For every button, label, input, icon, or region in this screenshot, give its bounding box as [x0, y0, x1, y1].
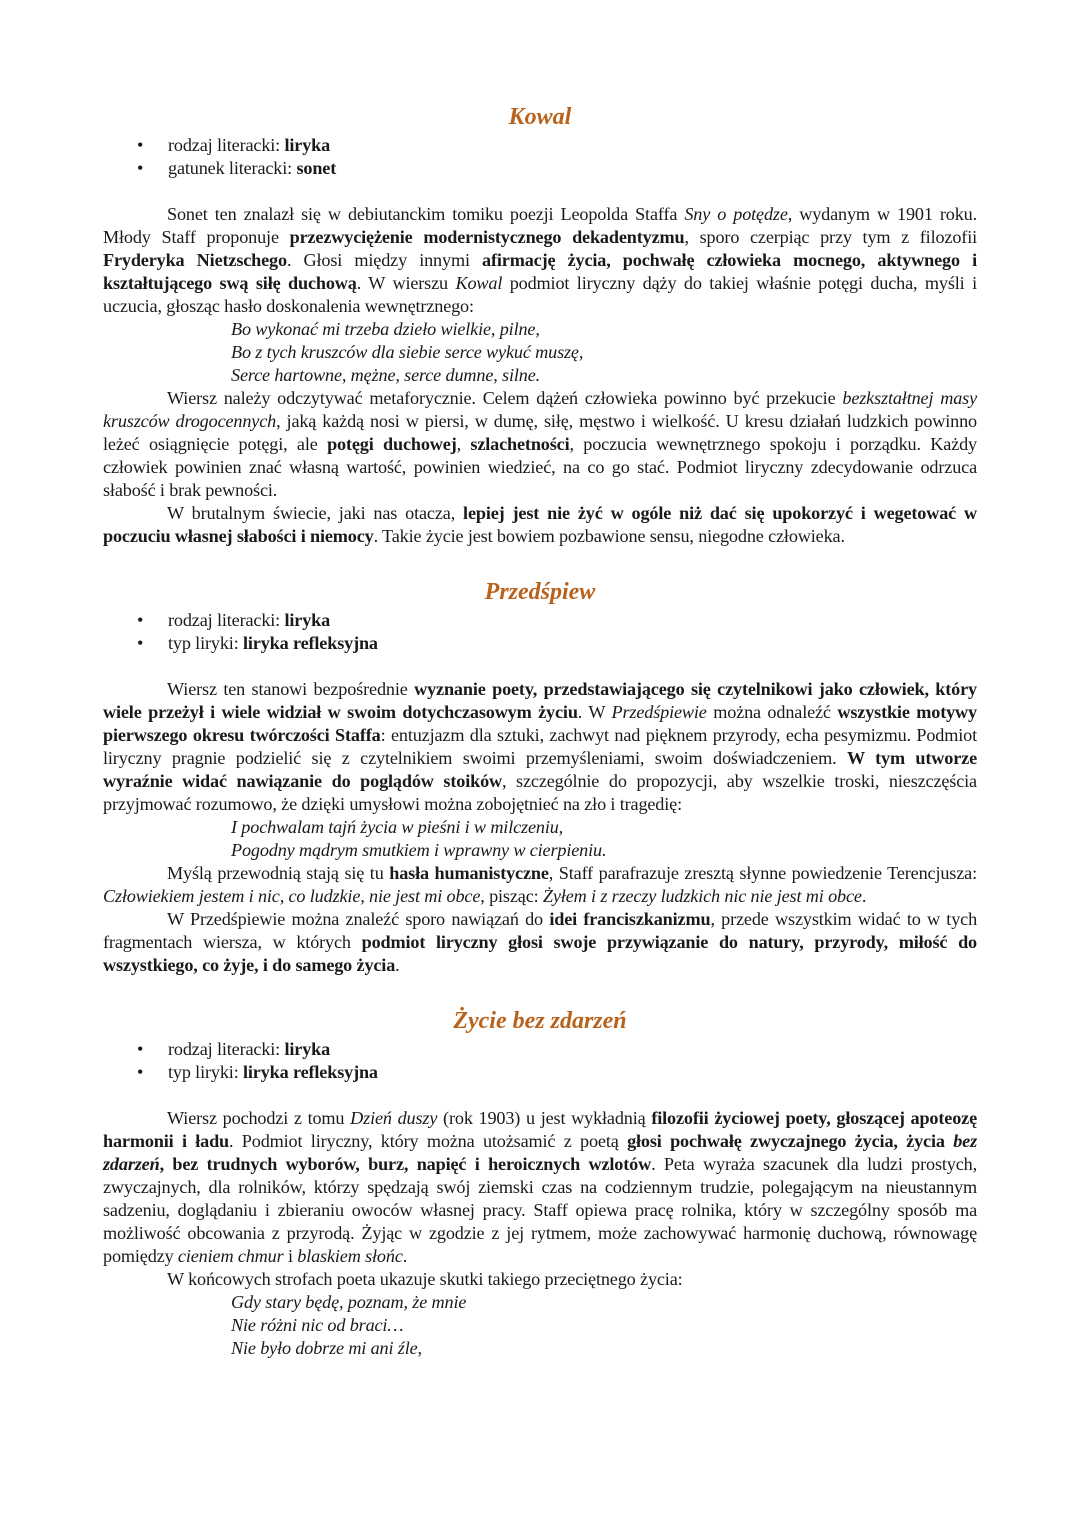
text-run: (rok 1903) u jest wykładnią	[437, 1108, 652, 1128]
text-run: Wiersz należy odczytywać metaforycznie. Celem dążeń człowieka powinno być przekucie	[167, 388, 843, 408]
spacer	[103, 977, 977, 1004]
bullet-icon: •	[137, 1062, 144, 1082]
paragraph	[103, 387, 977, 502]
text-run: , sporo czerpiąc przy tym z filozofii	[684, 227, 977, 247]
text-run: , pisząc:	[480, 886, 543, 906]
italic-run: blaskiem słońc	[297, 1246, 403, 1266]
text-run: .	[402, 1246, 408, 1266]
spacer	[103, 1084, 977, 1107]
verse-line: Pogodny mądrym smutkiem i wprawny w cierpieniu.	[231, 840, 607, 860]
section-kowal	[103, 100, 977, 548]
section-zycie-bez-zdarzen	[103, 1004, 977, 1360]
meta-value: liryka	[284, 1039, 331, 1059]
section-title: Przedśpiew	[484, 579, 596, 605]
bold-run: afirmację życia, pochwałę człowieka mocnego, aktywnego i kształtującego swą siłę duchową	[103, 250, 977, 293]
bold-run: W tym utworze wyraźnie widać nawiązanie do poglądów stoików	[103, 748, 977, 791]
paragraph	[103, 1107, 977, 1268]
meta-value: sonet	[296, 158, 337, 178]
italic-run: Dzień duszy	[350, 1108, 438, 1128]
meta-value: liryka refleksyjna	[243, 1062, 378, 1082]
text-run: .	[861, 886, 867, 906]
text-run: , poczucia wewnętrznego spokoju i porządku. Każdy człowiek powinien znać własną wartość, powinien wiedzieć, na co go stać. Podmiot liryczny zdecydowanie odrzuca słabość i brak pewności.	[103, 434, 977, 500]
meta-label: rodzaj literacki:	[168, 610, 285, 630]
italic-run: Żyłem i z rzeczy ludzkich nic nie jest mi obce	[542, 886, 862, 906]
meta-label: typ liryki:	[168, 1062, 243, 1082]
meta-list	[103, 134, 977, 180]
italic-run: bezkształtnej masy kruszców drogocennych	[103, 388, 978, 431]
text-run: .	[395, 955, 400, 975]
bold-run: głosi pochwałę zwyczajnego życia, życia	[627, 1131, 954, 1151]
italic-run: Przedśpiewie	[611, 702, 707, 722]
meta-item	[103, 1038, 977, 1061]
italic-run: cieniem chmur	[177, 1246, 284, 1266]
bold-run: Fryderyka Nietzschego	[103, 250, 287, 270]
bold-run: przezwyciężenie modernistycznego dekadentyzmu	[289, 227, 685, 247]
section-body	[103, 678, 977, 977]
verse-quote	[103, 318, 977, 387]
text-run: Wiersz ten stanowi bezpośrednie	[167, 679, 415, 699]
verse-line: Bo wykonać mi trzeba dzieło wielkie, pilne,	[231, 319, 540, 339]
text-run: Wiersz pochodzi z tomu	[167, 1108, 351, 1128]
verse-line: Gdy stary będę, poznam, że mnie	[231, 1292, 467, 1312]
meta-label: typ liryki:	[168, 633, 243, 653]
paragraph	[103, 203, 977, 318]
text-run: . Głosi między innymi	[286, 250, 483, 270]
section-title: Życie bez zdarzeń	[453, 1008, 627, 1034]
bold-run: wyznanie poety, przedstawiającego się czytelnikowi jako człowiek, który wiele przeżył i wiele widział w swoim dotychczasowym życiu	[103, 679, 977, 722]
verse-line: Serce hartowne, mężne, serce dumne, silne.	[231, 365, 541, 385]
meta-value: liryka refleksyjna	[243, 633, 378, 653]
italic-run: Kowal	[455, 273, 503, 293]
text-run: podmiot liryczny dąży do takiej właśnie potęgi ducha, myśli i uczucia, głosząc hasło doskonalenia wewnętrznego:	[103, 273, 977, 316]
verse-quote	[103, 1291, 977, 1360]
bullet-icon: •	[137, 158, 144, 178]
bold-run: bez zdarzeń	[103, 1131, 977, 1174]
bullet-icon: •	[137, 633, 144, 653]
bullet-icon: •	[137, 1039, 144, 1059]
italic-run: Człowiekiem jestem i nic, co ludzkie, nie jest mi obce	[103, 886, 481, 906]
meta-value: liryka	[284, 610, 331, 630]
bold-run: podmiot liryczny głosi swoje przywiązanie do natury, przyrody, miłość do wszystkiego, co żyje, i do samego życia	[103, 932, 977, 975]
text-run: , wydanym w 1901 roku. Młody Staff proponuje	[103, 204, 978, 247]
meta-list	[103, 1038, 977, 1084]
bold-run: , bez trudnych wyborów, burz, napięć i heroicznych wzlotów	[159, 1154, 652, 1174]
text-run: . W	[577, 702, 612, 722]
meta-item	[103, 1061, 977, 1084]
bold-run: hasła humanistyczne	[389, 863, 549, 883]
bullet-icon: •	[137, 610, 144, 630]
text-run: W Przedśpiewie można znaleźć sporo nawiązań do	[167, 909, 550, 929]
meta-item	[103, 632, 977, 655]
section-przedspiew	[103, 575, 977, 977]
verse-line: Nie różni nic od braci…	[231, 1315, 404, 1335]
paragraph	[103, 678, 977, 816]
meta-list	[103, 609, 977, 655]
paragraph	[103, 862, 977, 908]
text-run: , przede wszystkim widać to w tych fragmentach wiersza, w których	[103, 909, 978, 952]
text-run: Myślą przewodnią stają się tu	[167, 863, 390, 883]
paragraph	[103, 1268, 977, 1291]
verse-quote	[103, 816, 977, 862]
section-body	[103, 1107, 977, 1360]
spacer	[103, 180, 977, 203]
spacer	[103, 655, 977, 678]
bold-run: filozofii życiowej poety, głoszącej apoteozę harmonii i ładu	[103, 1108, 977, 1151]
text-run: Sonet ten znalazł się w debiutanckim tomiku poezji Leopolda Staffa	[167, 204, 685, 224]
text-run: . W wierszu	[356, 273, 456, 293]
text-run: : entuzjazm dla sztuki, zachwyt nad pięknem przyrody, echa pesymizmu. Podmiot liryczny pragnie podzielić się z czytelnikiem swoimi przemyśleniami, swoim doświadczeniem.	[103, 725, 977, 768]
meta-value: liryka	[284, 135, 331, 155]
text-run: , Staff parafrazuje zresztą słynne powiedzenie Terencjusza:	[548, 863, 977, 883]
verse-line: Nie było dobrze mi ani źle,	[231, 1338, 422, 1358]
text-run: W brutalnym świecie, jaki nas otacza,	[167, 503, 464, 523]
meta-item	[103, 609, 977, 632]
bold-run: szlachetności	[470, 434, 570, 454]
document-page	[103, 100, 977, 1360]
bold-run: wszystkie motywy pierwszego okresu twórczości Staffa	[103, 702, 977, 745]
text-run: . Takie życie jest bowiem pozbawione sensu, niegodne człowieka.	[373, 526, 845, 546]
section-body	[103, 203, 977, 548]
text-run: można odnaleźć	[706, 702, 838, 722]
meta-item	[103, 134, 977, 157]
paragraph	[103, 908, 977, 977]
bullet-icon: •	[137, 135, 144, 155]
spacer	[103, 548, 977, 575]
bold-run: potęgi duchowej	[327, 434, 457, 454]
paragraph	[103, 502, 977, 548]
text-run: . Peta wyraża szacunek dla ludzi prostych, zwyczajnych, dla rolników, którzy spędzają swój ziemski czas na codziennym trudzie, polegającym na nieustannym sadzeniu, doglądaniu i zbieraniu owoców własnej pracy. Staff opiewa pracę rolnika, który w szczególny sposób ma możliwość obcowania z przyrodą. Żyjąc w zgodzie z jej rytmem, może zachowywać harmonię duchową, równowagę pomiędzy	[103, 1154, 977, 1266]
text-run: W końcowych strofach poeta ukazuje skutki takiego przeciętnego życia:	[167, 1269, 683, 1289]
bold-run: idei franciszkanizmu	[549, 909, 711, 929]
text-run: ,	[456, 434, 471, 454]
bold-run: lepiej jest nie żyć w ogóle niż dać się upokorzyć i wegetować w poczuciu własnej słabości i niemocy	[103, 503, 977, 546]
section-title: Kowal	[508, 104, 572, 130]
text-run: , szczególnie do propozycji, aby wszelkie troski, nieszczęścia przyjmować rozumowo, że dzięki umysłowi można zobojętnieć na zło i tragedię:	[103, 771, 977, 814]
meta-label: rodzaj literacki:	[168, 1039, 285, 1059]
verse-line: Bo z tych kruszców dla siebie serce wykuć muszę,	[231, 342, 584, 362]
meta-item	[103, 157, 977, 180]
meta-label: gatunek literacki:	[168, 158, 297, 178]
verse-line: I pochwalam tajń życia w pieśni i w milczeniu,	[231, 817, 564, 837]
meta-label: rodzaj literacki:	[168, 135, 285, 155]
italic-run: Sny o potędze	[684, 204, 788, 224]
text-run: i	[283, 1246, 298, 1266]
text-run: . Podmiot liryczny, który można utożsamić z poetą	[229, 1131, 628, 1151]
text-run: , jaką każdą nosi w piersi, w dumę, siłę, męstwo i wielkość. U kresu działań ludzkich powinno leżeć osiągnięcie potęgi, ale	[103, 411, 977, 454]
